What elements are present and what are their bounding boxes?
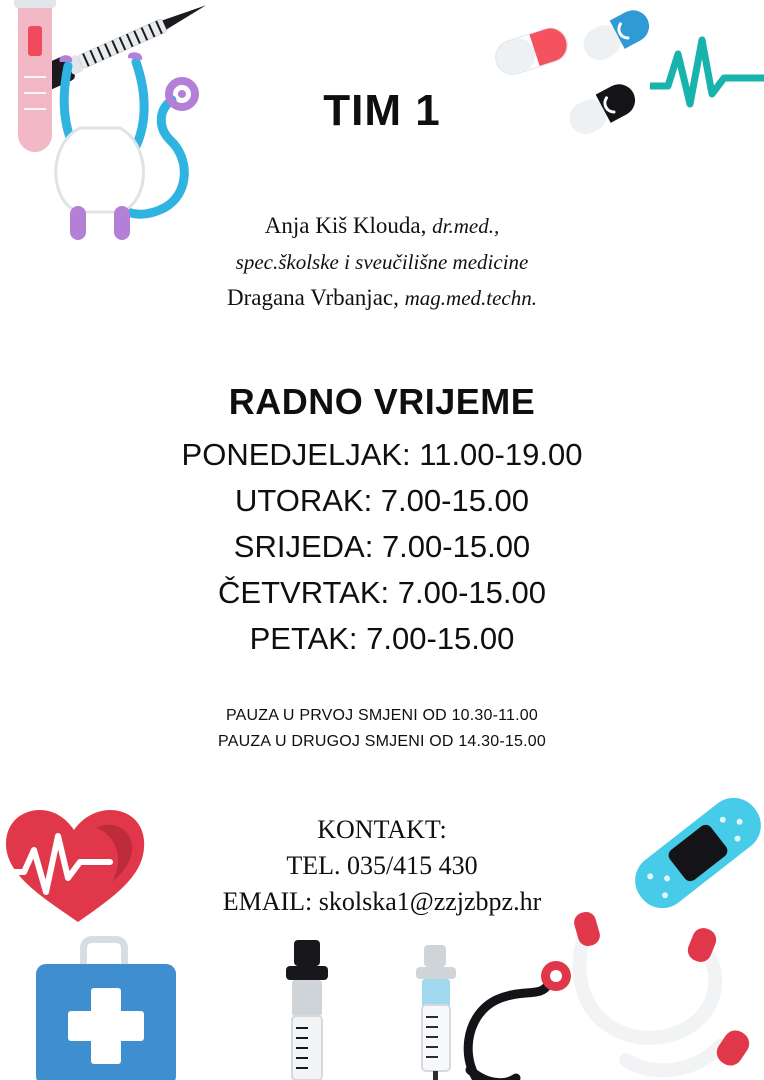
contact-email: EMAIL: skolska1@zzjzbpz.hr bbox=[222, 887, 542, 916]
breaks-block bbox=[0, 703, 764, 755]
contact-block bbox=[0, 812, 764, 920]
break-row: PAUZA U DRUGOJ SMJENI OD 14.30-15.00 bbox=[218, 733, 546, 750]
staff-role: mag.med.techn. bbox=[404, 286, 538, 310]
hours-row: UTORAK: 7.00-15.00 bbox=[234, 483, 530, 518]
contact-phone: TEL. 035/415 430 bbox=[286, 851, 478, 880]
staff-line bbox=[0, 280, 764, 316]
hours-row: PONEDJELJAK: 11.00-19.00 bbox=[181, 437, 583, 472]
break-row: PAUZA U PRVOJ SMJENI OD 10.30-11.00 bbox=[226, 707, 538, 724]
staff-line bbox=[0, 208, 764, 244]
page-title: TIM 1 bbox=[323, 86, 441, 135]
hours-list bbox=[0, 432, 764, 662]
staff-name: Dragana Vrbanjac, bbox=[226, 285, 399, 310]
staff-role: dr.med., bbox=[432, 214, 500, 238]
staff-block bbox=[0, 208, 764, 316]
staff-name: Anja Kiš Klouda, bbox=[264, 213, 427, 238]
hours-row: PETAK: 7.00-15.00 bbox=[249, 621, 515, 656]
hours-row: ČETVRTAK: 7.00-15.00 bbox=[218, 575, 546, 610]
hours-row: SRIJEDA: 7.00-15.00 bbox=[233, 529, 531, 564]
hours-heading: RADNO VRIJEME bbox=[228, 381, 536, 422]
contact-heading: KONTAKT: bbox=[317, 815, 447, 844]
staff-line: spec.školske i sveučilišne medicine bbox=[235, 250, 529, 274]
